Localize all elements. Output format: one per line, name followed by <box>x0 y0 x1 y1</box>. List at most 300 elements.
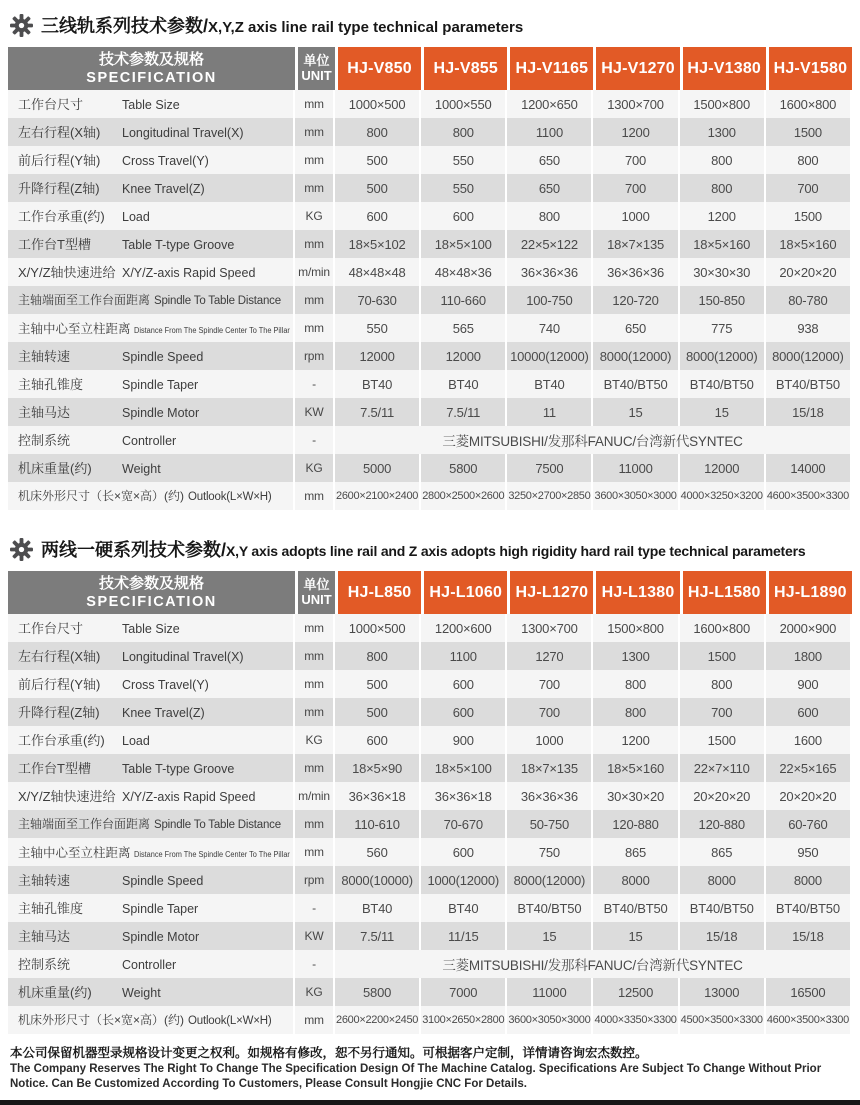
model-header-hj-l1580: HJ-L1580 <box>680 571 766 614</box>
value-cell: BT40 <box>335 894 421 922</box>
value-cell: 15/18 <box>766 922 852 950</box>
row-label-en: Load <box>122 734 150 748</box>
row-label-zh: 主轴马达 <box>18 929 71 944</box>
model-header-hj-l1270: HJ-L1270 <box>507 571 593 614</box>
row-label-zh: 升降行程(Z轴) <box>18 181 100 196</box>
value-cell: 110-610 <box>335 810 421 838</box>
spec-row <box>8 202 852 230</box>
value-cell: 900 <box>421 726 507 754</box>
row-label-en: X/Y/Z-axis Rapid Speed <box>122 790 256 804</box>
value-cell: 600 <box>421 698 507 726</box>
section-title-en: X,Y,Z axis line rail type technical parameters <box>208 19 524 36</box>
value-cell: 48×48×36 <box>421 258 507 286</box>
value-cell: 1500×800 <box>593 614 679 642</box>
value-cell: 2000×900 <box>766 614 852 642</box>
spec-row <box>8 894 852 922</box>
value-cell: 865 <box>680 838 766 866</box>
row-label <box>8 118 295 146</box>
value-cell: 1500 <box>766 118 852 146</box>
value-cell: BT40/BT50 <box>680 370 766 398</box>
value-cell: 2600×2200×2450 <box>335 1006 421 1034</box>
row-label-zh: 升降行程(Z轴) <box>18 705 100 720</box>
row-label-en: Weight <box>122 462 161 476</box>
row-label-en: Controller <box>122 958 177 972</box>
row-label <box>8 314 295 342</box>
value-cell: BT40/BT50 <box>766 370 852 398</box>
row-label-en: Distance From The Spindle Center To The Pillar <box>133 849 290 859</box>
value-cell: 1300 <box>680 118 766 146</box>
spec-row <box>8 698 852 726</box>
unit-cell: KW <box>295 922 335 950</box>
row-label-en: Spindle Motor <box>122 930 200 944</box>
value-cell: BT40/BT50 <box>593 370 679 398</box>
row-label-en: Table T-type Groove <box>122 762 235 776</box>
row-label <box>8 754 295 782</box>
value-cell: BT40 <box>335 370 421 398</box>
row-label <box>8 670 295 698</box>
spec-row <box>8 90 852 118</box>
row-label-zh: 工作台承重(约) <box>18 733 105 748</box>
row-label-en: Outlook(L×W×H) <box>188 491 272 503</box>
unit-cell: mm <box>295 642 335 670</box>
value-cell: 650 <box>593 314 679 342</box>
row-label <box>8 978 295 1006</box>
section-title-zh: 三线轨系列技术参数/ <box>41 16 209 36</box>
gear-icon <box>10 538 33 561</box>
row-label-en: Weight <box>122 986 161 1000</box>
value-cell: 1500 <box>680 726 766 754</box>
value-cell: 15 <box>593 398 679 426</box>
row-label-zh: 机床重量(约) <box>18 985 92 1000</box>
row-label-en: Table Size <box>122 98 180 112</box>
row-label-zh: 前后行程(Y轴) <box>18 153 101 168</box>
section-header-linerail <box>10 12 850 38</box>
row-label <box>8 202 295 230</box>
value-cell: 18×5×160 <box>593 754 679 782</box>
row-label-zh: 机床外形尺寸（长×宽×高）(约) <box>18 489 185 503</box>
spec-row <box>8 866 852 894</box>
row-label-zh: 主轴转速 <box>18 349 71 364</box>
value-cell: 120-880 <box>680 810 766 838</box>
unit-header-en: UNIT <box>301 591 332 607</box>
spec-row <box>8 230 852 258</box>
row-label <box>8 950 295 978</box>
controller-merged-cell: 三菱MITSUBISHI/发那科FANUC/台湾新代SYNTEC <box>335 950 852 978</box>
value-cell: 2800×2500×2600 <box>421 482 507 510</box>
value-cell: 7.5/11 <box>421 398 507 426</box>
value-cell: 7000 <box>421 978 507 1006</box>
value-cell: 7.5/11 <box>335 922 421 950</box>
row-label-en: Controller <box>122 434 177 448</box>
value-cell: 1300×700 <box>593 90 679 118</box>
value-cell: 22×5×122 <box>507 230 593 258</box>
value-cell: 1600×800 <box>680 614 766 642</box>
value-cell: 8000(12000) <box>766 342 852 370</box>
value-cell: 700 <box>507 698 593 726</box>
value-cell: 938 <box>766 314 852 342</box>
row-label <box>8 838 295 866</box>
spec-row <box>8 398 852 426</box>
value-cell: 2600×2100×2400 <box>335 482 421 510</box>
unit-cell: - <box>295 894 335 922</box>
value-cell: 30×30×30 <box>680 258 766 286</box>
value-cell: 800 <box>421 118 507 146</box>
value-cell: 120-720 <box>593 286 679 314</box>
unit-cell: mm <box>295 754 335 782</box>
value-cell: 48×48×48 <box>335 258 421 286</box>
spec-column-header <box>8 571 295 614</box>
row-label-en: Spindle Speed <box>122 874 204 888</box>
row-label <box>8 258 295 286</box>
spec-row <box>8 454 852 482</box>
row-label-zh: 工作台T型槽 <box>18 237 91 252</box>
value-cell: 8000(12000) <box>593 342 679 370</box>
spec-header-zh: 技术参数及规格 <box>98 51 204 69</box>
row-label <box>8 614 295 642</box>
row-label-en: Spindle Taper <box>122 902 199 916</box>
value-cell: 150-850 <box>680 286 766 314</box>
row-label-zh: 机床外形尺寸（长×宽×高）(约) <box>18 1013 185 1027</box>
unit-header-zh: 单位 <box>303 576 330 592</box>
unit-column-header <box>295 571 335 614</box>
disclaimer-en: The Company Reserves The Right To Change The Specification Design Of The Machine Catalog. Specifications Are Subject To Change Without Prior Notice. Can Be Customized According To Customers, Please Consult Hongjie CNC For Details. <box>10 1063 822 1090</box>
value-cell: 12000 <box>680 454 766 482</box>
value-cell: 4000×3350×3300 <box>593 1006 679 1034</box>
spec-row <box>8 482 852 510</box>
spec-row <box>8 614 852 642</box>
value-cell: 11000 <box>507 978 593 1006</box>
value-cell: 20×20×20 <box>766 782 852 810</box>
row-label-zh: 主轴孔锥度 <box>18 901 84 916</box>
value-cell: 500 <box>335 174 421 202</box>
unit-cell: KG <box>295 726 335 754</box>
spec-row <box>8 922 852 950</box>
value-cell: 700 <box>593 174 679 202</box>
value-cell: 7.5/11 <box>335 398 421 426</box>
value-cell: 800 <box>593 698 679 726</box>
spec-row <box>8 726 852 754</box>
value-cell: 865 <box>593 838 679 866</box>
value-cell: 70-630 <box>335 286 421 314</box>
value-cell: 36×36×18 <box>335 782 421 810</box>
value-cell: 650 <box>507 146 593 174</box>
row-label-en: Cross Travel(Y) <box>122 154 209 168</box>
value-cell: 70-670 <box>421 810 507 838</box>
value-cell: 13000 <box>680 978 766 1006</box>
spec-row <box>8 782 852 810</box>
value-cell: 700 <box>766 174 852 202</box>
model-header-hj-v855: HJ-V855 <box>421 47 507 90</box>
section-title <box>41 536 805 562</box>
value-cell: 16500 <box>766 978 852 1006</box>
value-cell: 18×5×160 <box>680 230 766 258</box>
value-cell: 22×5×165 <box>766 754 852 782</box>
unit-cell: - <box>295 426 335 454</box>
row-label <box>8 894 295 922</box>
row-label <box>8 1006 295 1034</box>
row-label-en: Load <box>122 210 150 224</box>
value-cell: 36×36×36 <box>507 782 593 810</box>
value-cell: 600 <box>335 726 421 754</box>
unit-cell: KG <box>295 202 335 230</box>
value-cell: 1000×500 <box>335 614 421 642</box>
row-label <box>8 782 295 810</box>
value-cell: 11/15 <box>421 922 507 950</box>
row-label-zh: 控制系统 <box>18 957 71 972</box>
value-cell: 3600×3050×3000 <box>593 482 679 510</box>
spec-row <box>8 342 852 370</box>
value-cell: 1300×700 <box>507 614 593 642</box>
spec-row <box>8 258 852 286</box>
value-cell: 1800 <box>766 642 852 670</box>
row-label-en: Spindle Motor <box>122 406 200 420</box>
value-cell: 30×30×20 <box>593 782 679 810</box>
value-cell: 15 <box>680 398 766 426</box>
row-label-zh: 主轴端面至工作台面距离 <box>18 817 151 831</box>
value-cell: 80-780 <box>766 286 852 314</box>
row-label-en: Longitudinal Travel(X) <box>122 650 244 664</box>
row-label <box>8 922 295 950</box>
section-title-en: X,Y axis adopts line rail and Z axis adopts high rigidity hard rail type technical parameters <box>226 543 806 559</box>
unit-cell: mm <box>295 174 335 202</box>
row-label-en: Table T-type Groove <box>122 238 235 252</box>
section-header-hardrail <box>10 536 850 562</box>
value-cell: 18×5×100 <box>421 754 507 782</box>
value-cell: 800 <box>335 118 421 146</box>
row-label-zh: 左右行程(X轴) <box>18 125 101 140</box>
row-label-zh: 左右行程(X轴) <box>18 649 101 664</box>
row-label-en: Knee Travel(Z) <box>122 706 205 720</box>
model-header-hj-l1060: HJ-L1060 <box>421 571 507 614</box>
value-cell: 18×7×135 <box>507 754 593 782</box>
value-cell: 5800 <box>335 978 421 1006</box>
value-cell: BT40/BT50 <box>507 894 593 922</box>
value-cell: 800 <box>335 642 421 670</box>
spec-row <box>8 146 852 174</box>
row-label-zh: 工作台承重(约) <box>18 209 105 224</box>
row-label-zh: X/Y/Z轴快速进给 <box>18 789 116 804</box>
value-cell: 560 <box>335 838 421 866</box>
hardrail-spec-table <box>8 571 852 1034</box>
value-cell: BT40/BT50 <box>593 894 679 922</box>
row-label-en: Spindle To Table Distance <box>154 819 281 831</box>
value-cell: 10000(12000) <box>507 342 593 370</box>
value-cell: 1500 <box>680 642 766 670</box>
row-label-en: Outlook(L×W×H) <box>188 1015 272 1027</box>
spec-row <box>8 118 852 146</box>
value-cell: 800 <box>680 174 766 202</box>
row-label-en: Spindle Taper <box>122 378 199 392</box>
unit-column-header <box>295 47 335 90</box>
spec-header-zh: 技术参数及规格 <box>98 575 204 593</box>
value-cell: 500 <box>335 146 421 174</box>
unit-cell: mm <box>295 838 335 866</box>
value-cell: 18×5×102 <box>335 230 421 258</box>
unit-cell: mm <box>295 670 335 698</box>
value-cell: 700 <box>680 698 766 726</box>
unit-cell: mm <box>295 614 335 642</box>
value-cell: 36×36×36 <box>507 258 593 286</box>
row-label <box>8 398 295 426</box>
value-cell: 1600×800 <box>766 90 852 118</box>
value-cell: 1200 <box>680 202 766 230</box>
spec-row <box>8 286 852 314</box>
unit-cell: KW <box>295 398 335 426</box>
spec-row <box>8 950 852 978</box>
value-cell: 750 <box>507 838 593 866</box>
value-cell: 3600×3050×3000 <box>507 1006 593 1034</box>
value-cell: 15/18 <box>766 398 852 426</box>
value-cell: 1300 <box>593 642 679 670</box>
row-label <box>8 146 295 174</box>
spec-header-en: SPECIFICATION <box>86 69 217 86</box>
spec-header-en: SPECIFICATION <box>86 593 217 610</box>
value-cell: 8000(12000) <box>680 342 766 370</box>
unit-cell: mm <box>295 1006 335 1034</box>
row-label-zh: 控制系统 <box>18 433 71 448</box>
value-cell: 1000 <box>507 726 593 754</box>
value-cell: 4000×3250×3200 <box>680 482 766 510</box>
value-cell: 1200×650 <box>507 90 593 118</box>
model-header-hj-l850: HJ-L850 <box>335 571 421 614</box>
value-cell: 600 <box>421 670 507 698</box>
value-cell: 550 <box>421 174 507 202</box>
value-cell: 800 <box>680 146 766 174</box>
model-header-hj-v1270: HJ-V1270 <box>593 47 679 90</box>
value-cell: 1000 <box>593 202 679 230</box>
unit-cell: mm <box>295 482 335 510</box>
model-header-hj-v850: HJ-V850 <box>335 47 421 90</box>
unit-cell: rpm <box>295 866 335 894</box>
value-cell: 800 <box>680 670 766 698</box>
model-header-hj-v1380: HJ-V1380 <box>680 47 766 90</box>
unit-cell: - <box>295 370 335 398</box>
value-cell: 600 <box>335 202 421 230</box>
linerail-spec-table <box>8 47 852 510</box>
unit-cell: m/min <box>295 782 335 810</box>
row-label-zh: 主轴马达 <box>18 405 71 420</box>
value-cell: 36×36×36 <box>593 258 679 286</box>
value-cell: 950 <box>766 838 852 866</box>
value-cell: 1270 <box>507 642 593 670</box>
row-label-en: X/Y/Z-axis Rapid Speed <box>122 266 256 280</box>
value-cell: 600 <box>766 698 852 726</box>
spec-row <box>8 174 852 202</box>
spec-row <box>8 810 852 838</box>
value-cell: 3100×2650×2800 <box>421 1006 507 1034</box>
value-cell: 1200 <box>593 726 679 754</box>
row-label-zh: 工作台尺寸 <box>18 97 84 112</box>
unit-cell: KG <box>295 454 335 482</box>
value-cell: BT40/BT50 <box>680 894 766 922</box>
unit-cell: mm <box>295 810 335 838</box>
model-header-hj-v1165: HJ-V1165 <box>507 47 593 90</box>
unit-cell: KG <box>295 978 335 1006</box>
value-cell: 565 <box>421 314 507 342</box>
row-label-en: Cross Travel(Y) <box>122 678 209 692</box>
value-cell: 740 <box>507 314 593 342</box>
unit-cell: mm <box>295 118 335 146</box>
value-cell: BT40/BT50 <box>766 894 852 922</box>
spec-row <box>8 754 852 782</box>
spec-row <box>8 978 852 1006</box>
value-cell: 1500×800 <box>680 90 766 118</box>
value-cell: 1500 <box>766 202 852 230</box>
row-label-zh: 主轴孔锥度 <box>18 377 84 392</box>
row-label <box>8 726 295 754</box>
unit-header-en: UNIT <box>301 67 332 83</box>
value-cell: 100-750 <box>507 286 593 314</box>
row-label-en: Knee Travel(Z) <box>122 182 205 196</box>
value-cell: 12500 <box>593 978 679 1006</box>
row-label-zh: 主轴端面至工作台面距离 <box>18 293 151 307</box>
row-label <box>8 454 295 482</box>
row-label-zh: 工作台T型槽 <box>18 761 91 776</box>
disclaimer-footer <box>10 1045 850 1091</box>
value-cell: 550 <box>335 314 421 342</box>
value-cell: 22×7×110 <box>680 754 766 782</box>
value-cell: 18×5×90 <box>335 754 421 782</box>
value-cell: 8000 <box>593 866 679 894</box>
value-cell: 1100 <box>507 118 593 146</box>
row-label <box>8 866 295 894</box>
value-cell: 20×20×20 <box>680 782 766 810</box>
value-cell: 50-750 <box>507 810 593 838</box>
unit-cell: mm <box>295 286 335 314</box>
row-label-en: Distance From The Spindle Center To The Pillar <box>133 325 290 335</box>
value-cell: 18×5×100 <box>421 230 507 258</box>
value-cell: 5800 <box>421 454 507 482</box>
value-cell: 110-660 <box>421 286 507 314</box>
table-header-row <box>8 571 852 614</box>
value-cell: 600 <box>421 202 507 230</box>
unit-header-zh: 单位 <box>303 52 330 68</box>
row-label-zh: 主轴中心至立柱距离 <box>18 845 131 860</box>
value-cell: 8000 <box>766 866 852 894</box>
row-label <box>8 642 295 670</box>
value-cell: 700 <box>507 670 593 698</box>
row-label <box>8 286 295 314</box>
row-label <box>8 230 295 258</box>
value-cell: 700 <box>593 146 679 174</box>
row-label <box>8 426 295 454</box>
value-cell: 8000(12000) <box>507 866 593 894</box>
value-cell: 7500 <box>507 454 593 482</box>
row-label <box>8 698 295 726</box>
value-cell: 60-760 <box>766 810 852 838</box>
row-label-zh: 机床重量(约) <box>18 461 92 476</box>
unit-cell: mm <box>295 146 335 174</box>
value-cell: 15/18 <box>680 922 766 950</box>
unit-cell: - <box>295 950 335 978</box>
row-label-zh: 前后行程(Y轴) <box>18 677 101 692</box>
spec-row <box>8 670 852 698</box>
model-header-hj-v1580: HJ-V1580 <box>766 47 852 90</box>
value-cell: 800 <box>507 202 593 230</box>
value-cell: 1200 <box>593 118 679 146</box>
unit-cell: mm <box>295 230 335 258</box>
value-cell: 775 <box>680 314 766 342</box>
value-cell: 1000(12000) <box>421 866 507 894</box>
row-label-en: Spindle To Table Distance <box>154 295 281 307</box>
value-cell: 500 <box>335 698 421 726</box>
spec-row <box>8 426 852 454</box>
row-label-en: Longitudinal Travel(X) <box>122 126 244 140</box>
value-cell: 4600×3500×3300 <box>766 1006 852 1034</box>
value-cell: 15 <box>593 922 679 950</box>
table-header-row <box>8 47 852 90</box>
value-cell: 1000×550 <box>421 90 507 118</box>
